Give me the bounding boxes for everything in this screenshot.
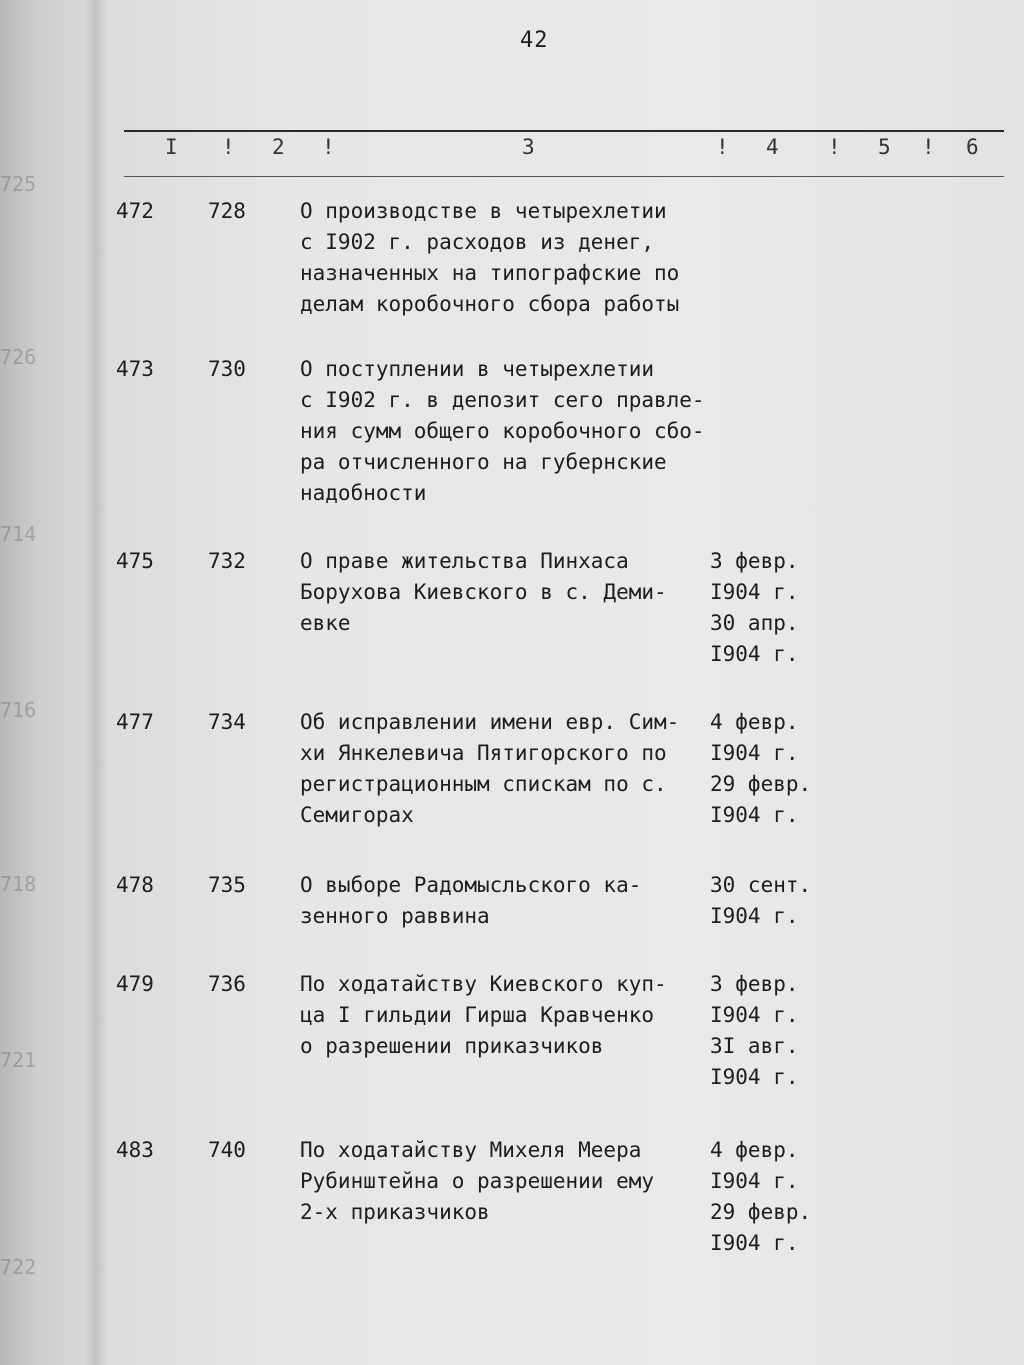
entry-dates bbox=[710, 707, 820, 831]
date-line: 29 февр. bbox=[710, 772, 812, 796]
date-line: 29 февр. bbox=[710, 1200, 812, 1224]
page-number: 42 bbox=[520, 28, 549, 53]
title-line: делам коробочного сбора работы bbox=[300, 292, 680, 316]
title-line: 2-х приказчиков bbox=[300, 1200, 490, 1224]
file-number: 736 bbox=[208, 972, 246, 996]
file-number: 735 bbox=[208, 873, 246, 897]
header-col-1: I bbox=[165, 135, 178, 159]
date-line: I904 г. bbox=[710, 580, 799, 604]
entry-title bbox=[300, 546, 720, 639]
header-col-6: 6 bbox=[966, 135, 979, 159]
header-col-3: 3 bbox=[522, 135, 535, 159]
bleed-through-mark: 716 bbox=[0, 698, 37, 722]
date-line: I904 г. bbox=[710, 1065, 799, 1089]
date-line: 30 апр. bbox=[710, 611, 799, 635]
bleed-through-mark: 726 bbox=[0, 345, 37, 369]
date-line: 30 сент. bbox=[710, 873, 812, 897]
bleed-through-mark: 718 bbox=[0, 872, 37, 896]
title-line: Рубинштейна о разрешении ему bbox=[300, 1169, 655, 1193]
entry-number: 473 bbox=[116, 357, 154, 381]
bleed-through-mark: 722 bbox=[0, 1255, 37, 1279]
title-line: Борухова Киевского в с. Деми- bbox=[300, 580, 667, 604]
date-line: I904 г. bbox=[710, 1003, 799, 1027]
date-line: I904 г. bbox=[710, 904, 799, 928]
title-line: О праве жительства Пинхаса bbox=[300, 549, 629, 573]
title-line: с I902 г. расходов из денег, bbox=[300, 230, 655, 254]
header-separator: ! bbox=[828, 135, 841, 159]
title-line: хи Янкелевича Пятигорского по bbox=[300, 741, 667, 765]
header-col-5: 5 bbox=[878, 135, 891, 159]
file-number: 732 bbox=[208, 549, 246, 573]
header-separator: ! bbox=[222, 135, 235, 159]
date-line: 3I авг. bbox=[710, 1034, 799, 1058]
table-header-bottom-rule bbox=[124, 176, 1004, 177]
title-line: о разрешении приказчиков bbox=[300, 1034, 604, 1058]
entry-number: 477 bbox=[116, 710, 154, 734]
table-header bbox=[0, 135, 1024, 169]
bleed-through-mark: 725 bbox=[0, 172, 37, 196]
date-line: I904 г. bbox=[710, 642, 799, 666]
bleed-through-mark: 714 bbox=[0, 522, 37, 546]
entry-number: 479 bbox=[116, 972, 154, 996]
bleed-through-mark: 721 bbox=[0, 1048, 37, 1072]
title-line: зенного раввина bbox=[300, 904, 490, 928]
table-header-top-rule bbox=[124, 130, 1004, 132]
date-line: 3 февр. bbox=[710, 549, 799, 573]
title-line: евке bbox=[300, 611, 351, 635]
file-number: 730 bbox=[208, 357, 246, 381]
entry-title bbox=[300, 1135, 720, 1228]
title-line: ца I гильдии Гирша Кравченко bbox=[300, 1003, 655, 1027]
entry-dates bbox=[710, 1135, 820, 1259]
entry-title bbox=[300, 969, 720, 1062]
file-number: 734 bbox=[208, 710, 246, 734]
entry-number: 483 bbox=[116, 1138, 154, 1162]
date-line: 3 февр. bbox=[710, 972, 799, 996]
title-line: ра отчисленного на губернские bbox=[300, 450, 667, 474]
header-col-2: 2 bbox=[272, 135, 285, 159]
title-line: Семигорах bbox=[300, 803, 414, 827]
entry-number: 475 bbox=[116, 549, 154, 573]
entry-dates bbox=[710, 870, 820, 932]
entry-title bbox=[300, 870, 720, 932]
title-line: По ходатайству Михеля Меера bbox=[300, 1138, 642, 1162]
entry-title bbox=[300, 196, 720, 320]
title-line: регистрационным спискам по с. bbox=[300, 772, 667, 796]
title-line: назначенных на типографские по bbox=[300, 261, 680, 285]
date-line: I904 г. bbox=[710, 1231, 799, 1255]
entry-number: 472 bbox=[116, 199, 154, 223]
page-crease-shadow bbox=[84, 0, 108, 1365]
entry-dates bbox=[710, 969, 820, 1093]
entry-title bbox=[300, 707, 720, 831]
header-separator: ! bbox=[922, 135, 935, 159]
entry-dates bbox=[710, 546, 820, 670]
title-line: О производстве в четырехлетии bbox=[300, 199, 667, 223]
entry-title bbox=[300, 354, 720, 509]
title-line: По ходатайству Киевского куп- bbox=[300, 972, 667, 996]
title-line: О поступлении в четырехлетии bbox=[300, 357, 655, 381]
date-line: 4 февр. bbox=[710, 1138, 799, 1162]
title-line: с I902 г. в депозит сего правле- bbox=[300, 388, 705, 412]
title-line: О выборе Радомысльского ка- bbox=[300, 873, 642, 897]
header-separator: ! bbox=[716, 135, 729, 159]
date-line: I904 г. bbox=[710, 803, 799, 827]
file-number: 728 bbox=[208, 199, 246, 223]
title-line: надобности bbox=[300, 481, 427, 505]
date-line: I904 г. bbox=[710, 1169, 799, 1193]
header-col-4: 4 bbox=[766, 135, 779, 159]
date-line: I904 г. bbox=[710, 741, 799, 765]
title-line: Об исправлении имени евр. Сим- bbox=[300, 710, 680, 734]
header-separator: ! bbox=[322, 135, 335, 159]
date-line: 4 февр. bbox=[710, 710, 799, 734]
entry-number: 478 bbox=[116, 873, 154, 897]
title-line: ния сумм общего коробочного сбо- bbox=[300, 419, 705, 443]
file-number: 740 bbox=[208, 1138, 246, 1162]
